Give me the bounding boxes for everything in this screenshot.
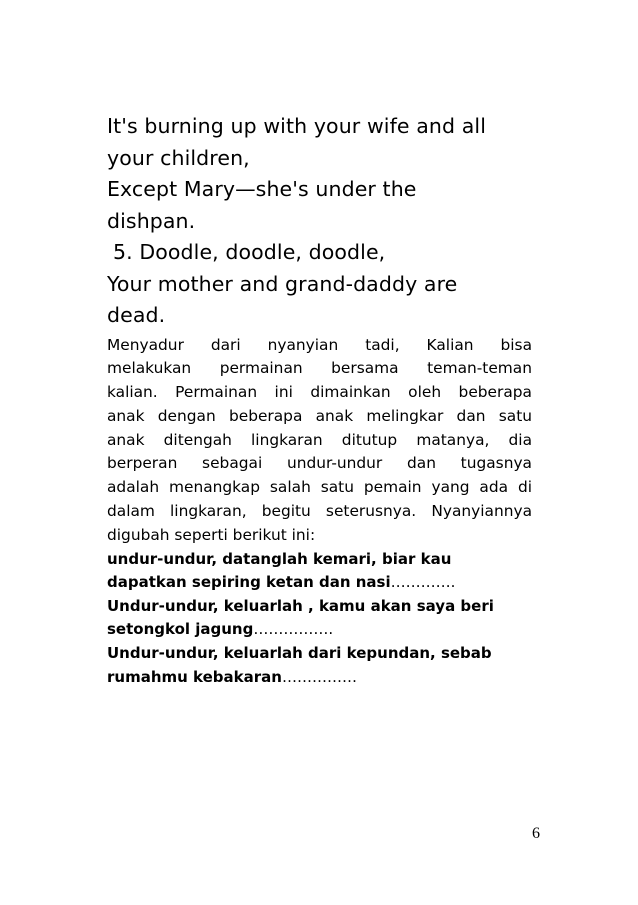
song-line bbox=[107, 548, 532, 572]
song-dots: ……………. bbox=[253, 620, 334, 639]
paragraph-line: dalam lingkaran, begitu seterusnya. Nyanyiannya bbox=[107, 502, 532, 521]
song-dots: …………… bbox=[281, 667, 357, 686]
song-text: rumahmu kebakaran bbox=[107, 667, 282, 686]
paragraph-line: anak dengan beberapa anak melingkar dan satu bbox=[107, 406, 532, 425]
poem-stanza bbox=[107, 111, 532, 332]
poem-line: It's burning up with your wife and all bbox=[107, 114, 486, 138]
paragraph-line: Menyadur dari nyanyian tadi, Kalian bisa bbox=[107, 335, 532, 354]
paragraph-line: anak ditengah lingkaran ditutup matanya, dia bbox=[107, 430, 532, 449]
paragraph-line: kalian. Permainan ini dimainkan oleh beberapa bbox=[107, 383, 532, 402]
song-dots: …………. bbox=[390, 573, 456, 592]
song-text: Undur-undur, keluarlah dari kepundan, sebab bbox=[107, 644, 492, 663]
paragraph-line: digubah seperti berikut ini: bbox=[107, 525, 316, 544]
song-line bbox=[107, 618, 532, 642]
song-line bbox=[107, 642, 532, 666]
poem-line: dead. bbox=[107, 303, 166, 327]
page-number: 6 bbox=[532, 825, 540, 842]
song-text: undur-undur, datanglah kemari, biar kau bbox=[107, 549, 452, 568]
poem-line: Except Mary—she's under the bbox=[107, 177, 417, 201]
poem-line: dishpan. bbox=[107, 208, 196, 233]
song-lyrics bbox=[107, 548, 532, 690]
paragraph-line: melakukan permainan bersama teman-teman bbox=[107, 359, 532, 378]
song-text: setongkol jagung bbox=[107, 620, 254, 639]
paragraph-line: adalah menangkap salah satu pemain yang ada di bbox=[107, 478, 532, 497]
poem-line: your children, bbox=[107, 145, 250, 170]
paragraph-line: berperan sebagai undur-undur dan tugasnya bbox=[107, 454, 532, 473]
song-line bbox=[107, 666, 532, 690]
poem-line: Your mother and grand-daddy are bbox=[107, 271, 458, 296]
song-text: Undur-undur, keluarlah , kamu akan saya beri bbox=[107, 596, 494, 615]
poem-line: 5. Doodle, doodle, doodle, bbox=[113, 240, 386, 264]
song-text: dapatkan sepiring ketan dan nasi bbox=[107, 573, 391, 592]
song-line bbox=[107, 571, 532, 595]
song-line bbox=[107, 595, 532, 619]
document-page bbox=[107, 111, 532, 689]
body-paragraph bbox=[107, 334, 532, 548]
